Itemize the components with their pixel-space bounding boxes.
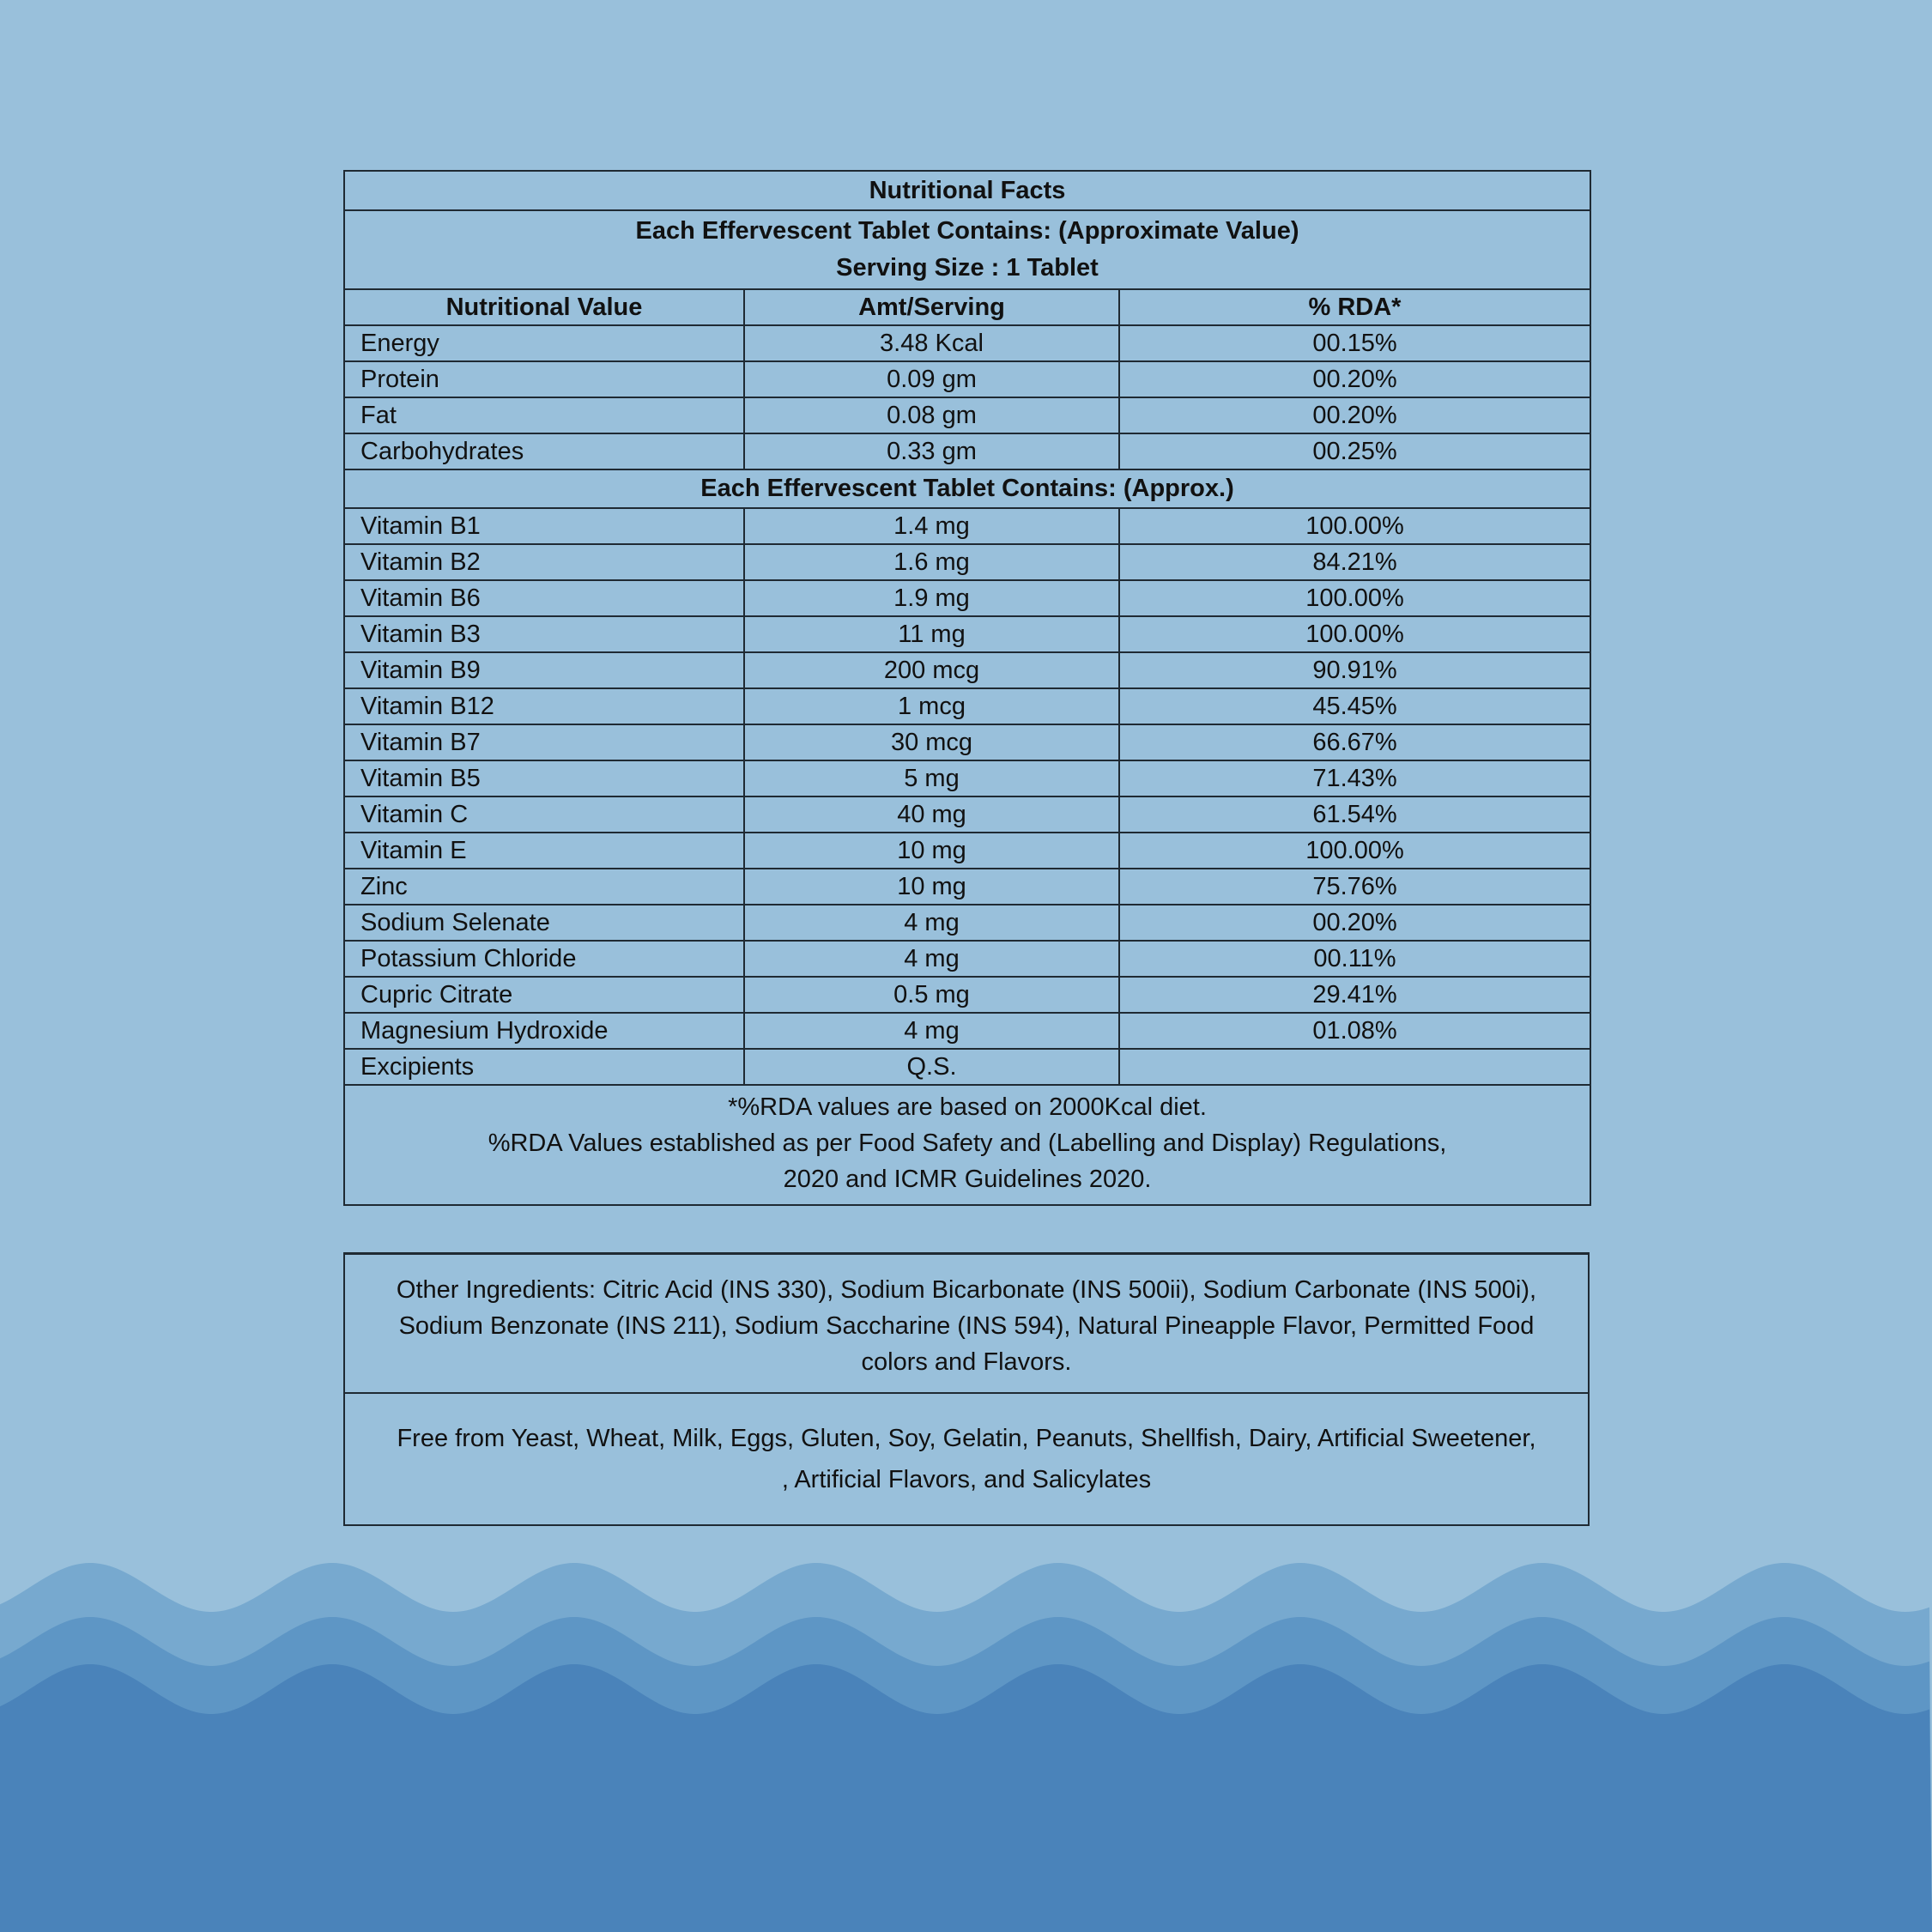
nutrient-rda: 75.76% xyxy=(1119,869,1590,905)
table-row xyxy=(344,1013,1590,1049)
nutrient-amount: 10 mg xyxy=(744,869,1119,905)
nutrient-name: Energy xyxy=(344,325,744,361)
nutrient-rda: 61.54% xyxy=(1119,796,1590,833)
nutrient-amount: 4 mg xyxy=(744,905,1119,941)
nutrient-name: Vitamin E xyxy=(344,833,744,869)
nutrient-rda xyxy=(1119,1049,1590,1085)
nutrient-amount: 0.08 gm xyxy=(744,397,1119,433)
nutrient-name: Excipients xyxy=(344,1049,744,1085)
nutrient-name: Vitamin C xyxy=(344,796,744,833)
table-row xyxy=(344,1049,1590,1085)
table-row xyxy=(344,724,1590,760)
nutrient-amount: 0.5 mg xyxy=(744,977,1119,1013)
serving-size: Serving Size : 1 Tablet xyxy=(836,254,1099,282)
nutrient-amount: 1.6 mg xyxy=(744,544,1119,580)
nutrient-name: Vitamin B5 xyxy=(344,760,744,796)
nutrient-name: Potassium Chloride xyxy=(344,941,744,977)
subtitle-row xyxy=(344,210,1590,289)
other-ingredients xyxy=(345,1255,1588,1392)
section-title-approx: Each Effervescent Tablet Contains: (Approx.) xyxy=(344,469,1590,508)
nutrient-amount: 30 mcg xyxy=(744,724,1119,760)
table-row xyxy=(344,508,1590,544)
nutrient-name: Vitamin B7 xyxy=(344,724,744,760)
nutrient-rda: 84.21% xyxy=(1119,544,1590,580)
nutrient-rda: 71.43% xyxy=(1119,760,1590,796)
note-line: 2020 and ICMR Guidelines 2020. xyxy=(783,1166,1152,1193)
table-title: Nutritional Facts xyxy=(344,171,1590,210)
nutrient-name: Vitamin B6 xyxy=(344,580,744,616)
other-ingredients-line: Sodium Benzonate (INS 211), Sodium Saccharine (INS 594), Natural Pineapple Flavor, Permitted Food xyxy=(398,1312,1535,1340)
nutrient-amount: 1 mcg xyxy=(744,688,1119,724)
nutrient-amount: 5 mg xyxy=(744,760,1119,796)
nutrient-name: Protein xyxy=(344,361,744,397)
nutrient-amount: 10 mg xyxy=(744,833,1119,869)
table-row xyxy=(344,361,1590,397)
nutrient-amount: 0.33 gm xyxy=(744,433,1119,469)
table-row xyxy=(344,397,1590,433)
table-row xyxy=(344,652,1590,688)
table-row xyxy=(344,688,1590,724)
nutrient-rda: 00.20% xyxy=(1119,397,1590,433)
note-line: *%RDA values are based on 2000Kcal diet. xyxy=(728,1093,1207,1121)
table-row xyxy=(344,905,1590,941)
table-row xyxy=(344,941,1590,977)
nutrient-rda: 100.00% xyxy=(1119,508,1590,544)
table-row xyxy=(344,977,1590,1013)
title-row xyxy=(344,171,1590,210)
other-ingredients-line: Other Ingredients: Citric Acid (INS 330), Sodium Bicarbonate (INS 500ii), Sodium Carbonate (INS 500i), xyxy=(396,1276,1537,1304)
section-title-row xyxy=(344,469,1590,508)
nutrient-rda: 45.45% xyxy=(1119,688,1590,724)
free-from-line: , Artificial Flavors, and Salicylates xyxy=(781,1466,1152,1493)
nutrient-name: Magnesium Hydroxide xyxy=(344,1013,744,1049)
nutrient-name: Vitamin B9 xyxy=(344,652,744,688)
nutrient-name: Vitamin B3 xyxy=(344,616,744,652)
nutrient-rda: 00.15% xyxy=(1119,325,1590,361)
rda-notes xyxy=(344,1085,1590,1205)
note-line: %RDA Values established as per Food Safety and (Labelling and Display) Regulations, xyxy=(488,1130,1447,1157)
column-header-rda: % RDA* xyxy=(1119,289,1590,325)
table-row xyxy=(344,833,1590,869)
table-row xyxy=(344,544,1590,580)
nutrient-name: Sodium Selenate xyxy=(344,905,744,941)
nutrient-rda: 00.20% xyxy=(1119,905,1590,941)
nutrient-rda: 90.91% xyxy=(1119,652,1590,688)
column-header-row xyxy=(344,289,1590,325)
nutrient-amount: 4 mg xyxy=(744,941,1119,977)
nutrient-name: Vitamin B2 xyxy=(344,544,744,580)
nutrient-amount: 0.09 gm xyxy=(744,361,1119,397)
nutrient-amount: 40 mg xyxy=(744,796,1119,833)
nutrient-amount: 4 mg xyxy=(744,1013,1119,1049)
nutrition-facts-table xyxy=(343,170,1591,1206)
nutrient-rda: 100.00% xyxy=(1119,616,1590,652)
notes-row xyxy=(344,1085,1590,1205)
table-row xyxy=(344,325,1590,361)
table-subtitle xyxy=(344,210,1590,289)
nutrient-rda: 100.00% xyxy=(1119,833,1590,869)
nutrient-name: Cupric Citrate xyxy=(344,977,744,1013)
nutrient-name: Vitamin B1 xyxy=(344,508,744,544)
nutrient-amount: 3.48 Kcal xyxy=(744,325,1119,361)
nutrient-name: Fat xyxy=(344,397,744,433)
ingredients-panel xyxy=(343,1252,1590,1526)
nutrient-amount: Q.S. xyxy=(744,1049,1119,1085)
nutrient-rda: 100.00% xyxy=(1119,580,1590,616)
column-header-nutritional-value: Nutritional Value xyxy=(344,289,744,325)
column-header-amount: Amt/Serving xyxy=(744,289,1119,325)
nutrient-rda: 00.20% xyxy=(1119,361,1590,397)
nutrient-amount: 200 mcg xyxy=(744,652,1119,688)
free-from-statement xyxy=(345,1392,1588,1524)
other-ingredients-line: colors and Flavors. xyxy=(861,1348,1072,1376)
table-row xyxy=(344,433,1590,469)
nutrient-amount: 1.4 mg xyxy=(744,508,1119,544)
nutrient-rda: 00.11% xyxy=(1119,941,1590,977)
nutrient-rda: 01.08% xyxy=(1119,1013,1590,1049)
table-row xyxy=(344,580,1590,616)
nutrient-amount: 11 mg xyxy=(744,616,1119,652)
nutrient-rda: 00.25% xyxy=(1119,433,1590,469)
subtitle-approx: Each Effervescent Tablet Contains: (Approximate Value) xyxy=(635,217,1299,245)
nutrition-facts-panel xyxy=(343,170,1590,1206)
table-row xyxy=(344,796,1590,833)
nutrient-rda: 66.67% xyxy=(1119,724,1590,760)
nutrient-name: Vitamin B12 xyxy=(344,688,744,724)
table-row xyxy=(344,869,1590,905)
nutrient-amount: 1.9 mg xyxy=(744,580,1119,616)
nutrient-rda: 29.41% xyxy=(1119,977,1590,1013)
nutrient-name: Zinc xyxy=(344,869,744,905)
table-row xyxy=(344,760,1590,796)
free-from-line: Free from Yeast, Wheat, Milk, Eggs, Gluten, Soy, Gelatin, Peanuts, Shellfish, Dairy, Artificial Sweetener, xyxy=(397,1425,1536,1452)
table-row xyxy=(344,616,1590,652)
nutrient-name: Carbohydrates xyxy=(344,433,744,469)
